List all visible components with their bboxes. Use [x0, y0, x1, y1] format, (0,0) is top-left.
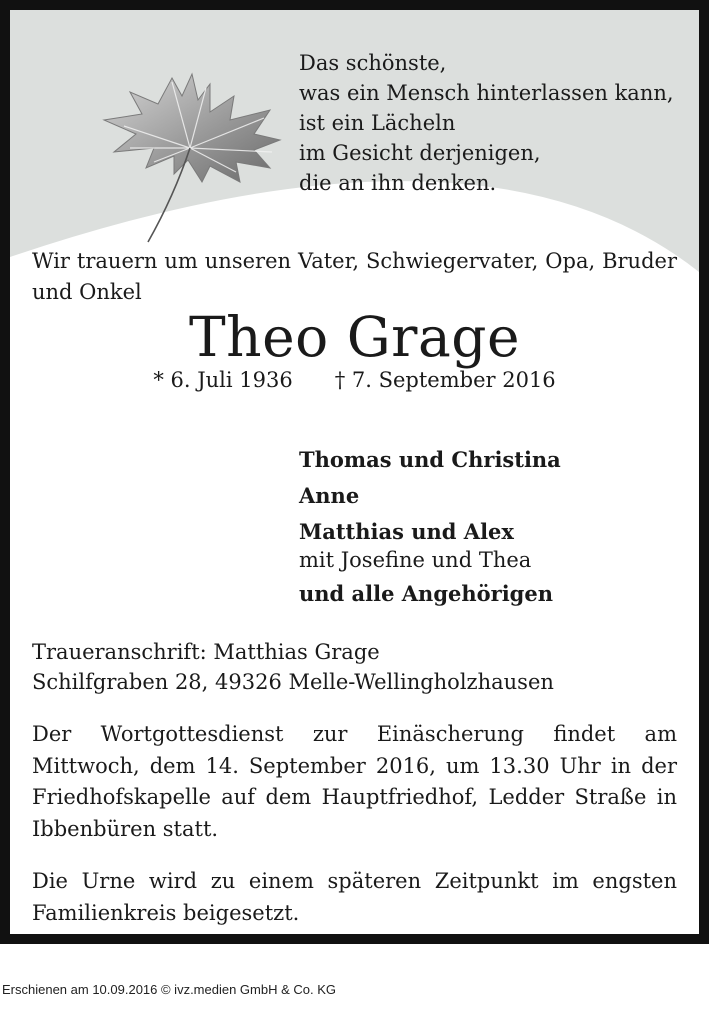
quote-line: im Gesicht derjenigen,: [299, 141, 541, 165]
mourning-address: [32, 637, 554, 697]
urn-info: Die Urne wird zu einem späteren Zeitpunkt im engsten Familienkreis beigesetzt.: [32, 869, 677, 925]
quote-line: was ein Mensch hinterlassen kann,: [299, 81, 674, 105]
mourner-name: Thomas und Christina: [299, 447, 561, 472]
address-line: Schilfgraben 28, 49326 Melle-Wellingholzhausen: [32, 670, 554, 694]
life-dates: [10, 365, 699, 395]
mourner-name: Matthias und Alex: [299, 519, 514, 544]
deceased-name: Theo Grage: [188, 305, 521, 369]
mourner-name: und alle Angehörigen: [299, 581, 553, 606]
birth-date: * 6. Juli 1936: [153, 368, 293, 392]
mourner-note: mit Josefine und Thea: [299, 548, 532, 572]
mourners-list: [299, 442, 561, 612]
intro-text: Wir trauern um unseren Vater, Schwiegervater, Opa, Bruder und Onkel: [32, 249, 677, 304]
address-line: Traueranschrift: Matthias Grage: [32, 640, 380, 664]
maple-leaf-icon: [94, 56, 294, 246]
quote-line: Das schönste,: [299, 51, 447, 75]
quote: [299, 48, 674, 198]
quote-line: ist ein Lächeln: [299, 111, 456, 135]
service-info: Der Wortgottesdienst zur Einäscherung findet am Mittwoch, dem 14. September 2016, um 13.30 Uhr in der Friedhofskapelle auf dem Hauptfriedhof, Ledder Straße in Ibbenbüren statt.: [32, 722, 677, 841]
quote-line: die an ihn denken.: [299, 171, 497, 195]
death-date: † 7. September 2016: [334, 368, 556, 392]
publication-footer: Erschienen am 10.09.2016 © ivz.medien GmbH & Co. KG: [2, 982, 337, 997]
mourner-name: Anne: [299, 483, 360, 508]
